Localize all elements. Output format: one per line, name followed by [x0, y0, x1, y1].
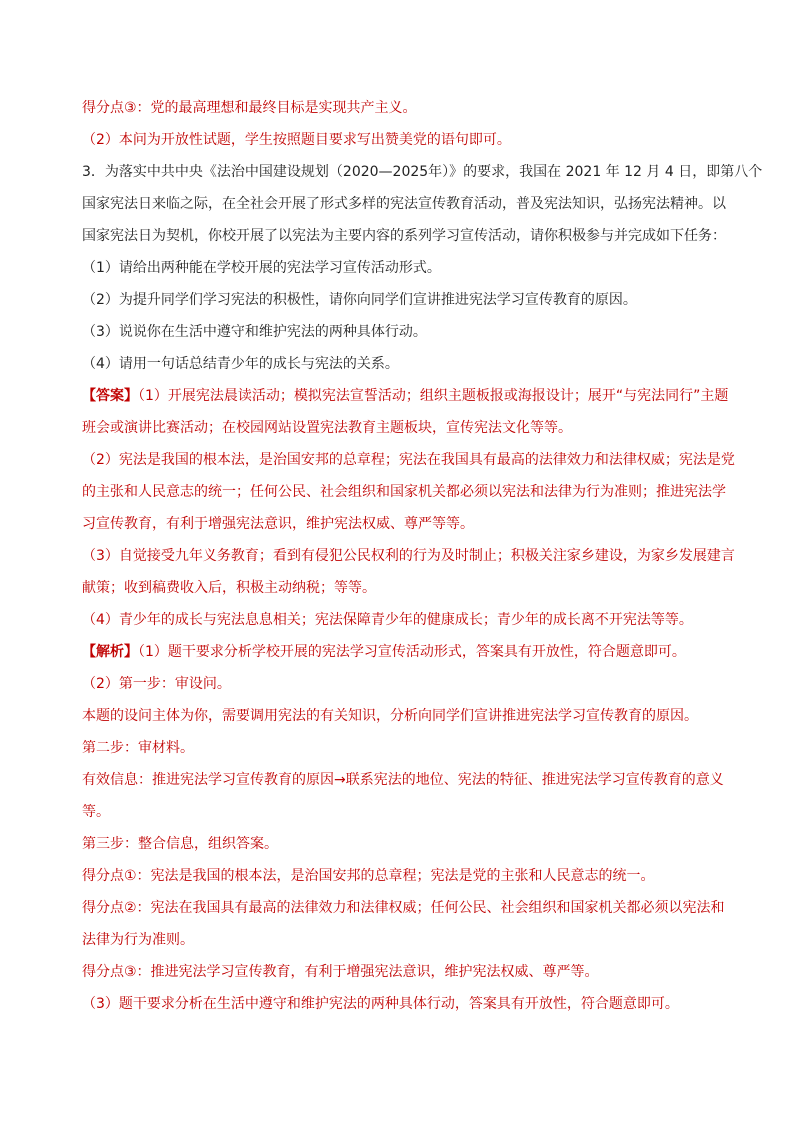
analysis-line: 得分点②：宪法在我国具有最高的法律效力和法律权威；任何公民、社会组织和国家机关都必须以宪法和	[82, 900, 725, 916]
analysis-line: 有效信息：推进宪法学习宣传教育的原因→联系宪法的地位、宪法的特征、推进宪法学习宣传教育的意义	[82, 772, 724, 788]
text-line: 得分点③：党的最高理想和最终目标是实现共产主义。	[82, 100, 417, 116]
question-line: （4）请用一句话总结青少年的成长与宪法的关系。	[82, 356, 399, 372]
answer-line: 献策；收到稿费收入后，积极主动纳税；等等。	[82, 580, 376, 596]
question-line: 3．为落实中共中央《法治中国建设规划（2020—2025年）》的要求，我国在 2021 年 12 月 4 日，即第八个	[82, 164, 763, 180]
analysis-line: 得分点③：推进宪法学习宣传教育，有利于增强宪法意识，维护宪法权威、尊严等。	[82, 964, 599, 980]
answer-line: 的主张和人民意志的统一；任何公民、社会组织和国家机关都必须以宪法和法律为行为准则；推进宪法学	[82, 484, 726, 500]
analysis-text: （1）题干要求分析学校开展的宪法学习宣传活动形式，答案具有开放性，符合题意即可。	[138, 644, 686, 660]
analysis-line: 第二步：审材料。	[82, 740, 194, 756]
answer-line: （3）自觉接受九年义务教育；看到有侵犯公民权利的行为及时制止；积极关注家乡建设，为家乡发展建言	[82, 548, 735, 564]
analysis-line: 第三步：整合信息，组织答案。	[82, 836, 278, 852]
question-line: 国家宪法日为契机，你校开展了以宪法为主要内容的系列学习宣传活动，请你积极参与并完成如下任务：	[82, 228, 726, 244]
analysis-line: 得分点①：宪法是我国的根本法，是治国安邦的总章程；宪法是党的主张和人民意志的统一。	[82, 868, 655, 884]
analysis-line: 等。	[82, 804, 110, 820]
question-line: （1）请给出两种能在学校开展的宪法学习宣传活动形式。	[82, 260, 441, 276]
answer-line: （2）宪法是我国的根本法，是治国安邦的总章程；宪法在我国具有最高的法律效力和法律权威；宪法是党	[82, 452, 735, 468]
answer-line: 习宣传教育，有利于增强宪法意识，维护宪法权威、尊严等等。	[82, 516, 474, 532]
analysis-line: （2）第一步：审设问。	[82, 676, 231, 692]
text-line: （2）本问为开放性试题，学生按照题目要求写出赞美党的语句即可。	[82, 132, 511, 148]
question-line: （3）说说你在生活中遵守和维护宪法的两种具体行动。	[82, 324, 427, 340]
analysis-line: 法律为行为准则。	[82, 932, 194, 948]
question-line: （2）为提升同学们学习宪法的积极性，请你向同学们宣讲推进宪法学习宣传教育的原因。	[82, 292, 637, 308]
analysis-label: 【解析】	[82, 644, 138, 660]
analysis-line	[82, 642, 686, 662]
answer-line: （4）青少年的成长与宪法息息相关；宪法保障青少年的健康成长；青少年的成长离不开宪法等等。	[82, 612, 693, 628]
analysis-line: 本题的设问主体为你，需要调用宪法的有关知识，分析向同学们宣讲推进宪法学习宣传教育的原因。	[82, 708, 698, 724]
question-line: 国家宪法日来临之际，在全社会开展了形式多样的宪法宣传教育活动，普及宪法知识，弘扬宪法精神。以	[82, 196, 726, 212]
answer-line: 班会或演讲比赛活动；在校园网站设置宪法教育主题板块，宣传宪法文化等等。	[82, 420, 572, 436]
answer-text: （1）开展宪法晨读活动；模拟宪法宣誓活动；组织主题板报或海报设计；展开“与宪法同行”主题	[138, 388, 729, 404]
answer-label: 【答案】	[82, 388, 138, 404]
answer-line	[82, 386, 728, 406]
analysis-line: （3）题干要求分析在生活中遵守和维护宪法的两种具体行动，答案具有开放性，符合题意即可。	[82, 996, 679, 1012]
